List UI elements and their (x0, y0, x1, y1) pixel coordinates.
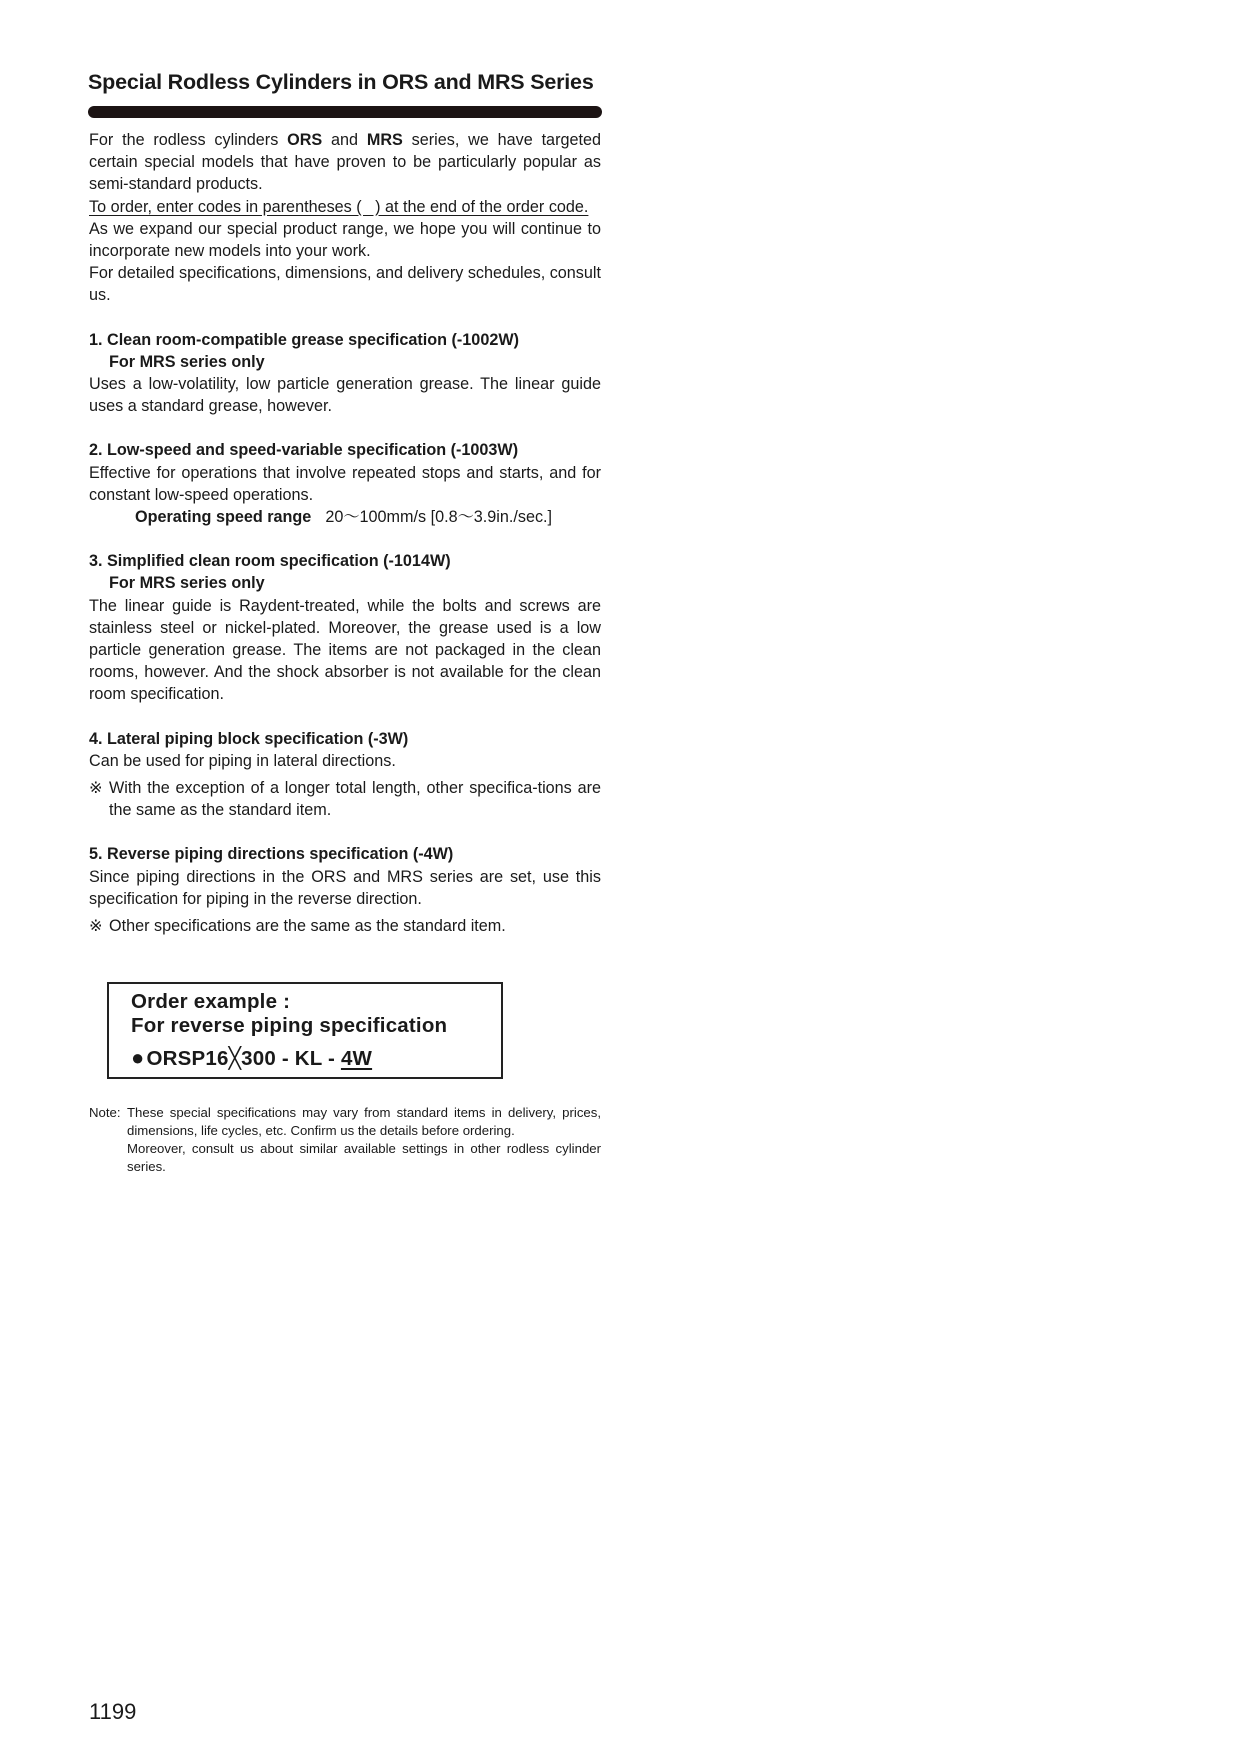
spec-2-body: Effective for operations that involve repeated stops and starts, and for constant low-speed operations. (89, 463, 601, 504)
spec-1-subtitle: For MRS series only (109, 352, 265, 371)
spec-5-note (89, 915, 601, 937)
intro-text: For the rodless cylinders (89, 131, 288, 149)
reference-mark-icon: ※ (89, 779, 103, 798)
spec-1-title: 1. Clean room-compatible grease specification (-1002W) (89, 330, 519, 349)
footnote-text-1: These special specifications may vary from standard items in delivery, prices, dimensions, life cycles, etc. Confirm us the details before ordering. (127, 1105, 601, 1138)
spec-2-title: 2. Low-speed and speed-variable specification (-1003W) (89, 441, 519, 460)
order-instruction: To order, enter codes in parentheses ( ) at the end of the order code. (89, 197, 589, 216)
spec-3-body: The linear guide is Raydent-treated, while the bolts and screws are stainless steel or nickel-plated. Moreover, the grease used is a low particle generation grease. The items are not packaged in the clean rooms, however. And the shock absorber is not available for the clean room specification. (89, 596, 601, 704)
speed-range-label: Operating speed range (135, 508, 312, 527)
spec-4-note (89, 777, 601, 821)
bullet-icon: ● (131, 1045, 145, 1070)
spec-5-note-text: Other specifications are the same as the standard item. (109, 917, 506, 936)
order-code-main: ORSP16╳300 - KL - (146, 1047, 341, 1070)
spec-1-body: Uses a low-volatility, low particle generation grease. The linear guide uses a standard grease, however. (89, 375, 601, 416)
intro-text: and (322, 131, 367, 149)
order-code-suffix: 4W (340, 1047, 373, 1070)
intro-paragraph (89, 129, 601, 196)
order-example-title: Order example : (131, 990, 291, 1013)
page-title: Special Rodless Cylinders in ORS and MRS Series (88, 70, 594, 94)
page-number: 1199 (89, 1699, 137, 1724)
spec-4-note-text: With the exception of a longer total length, other specifica-tions are the same as the standard item. (109, 779, 601, 820)
spec-5-title: 5. Reverse piping directions specification (-4W) (89, 845, 454, 864)
spec-3-title: 3. Simplified clean room specification (-1014W) (89, 552, 451, 571)
title-divider-bar (88, 106, 602, 118)
order-example-subtitle: For reverse piping specification (131, 1014, 448, 1037)
footnote (89, 1104, 601, 1176)
spec-5-body: Since piping directions in the ORS and MRS series are set, use this specification for piping in the reverse direction. (89, 867, 601, 908)
order-example-box (107, 982, 503, 1079)
footnote-text-2: Moreover, consult us about similar available settings in other rodless cylinder series. (127, 1141, 601, 1174)
intro-paragraph-4: For detailed specifications, dimensions, and delivery schedules, consult us. (89, 264, 601, 305)
footnote-label: Note: (89, 1105, 121, 1120)
speed-range-value: 20～100mm/s [0.8～3.9in./sec.] (325, 508, 553, 527)
intro-paragraph-3: As we expand our special product range, we hope you will continue to incorporate new models into your work. (89, 219, 601, 261)
series-ors: ORS (287, 131, 323, 149)
spec-4-title: 4. Lateral piping block specification (-3W) (89, 729, 409, 748)
main-content (89, 129, 601, 937)
speed-range-row (89, 506, 601, 528)
order-example-code (131, 1045, 372, 1071)
spec-4-body: Can be used for piping in lateral directions. (89, 751, 396, 770)
series-mrs: MRS (366, 131, 403, 149)
spec-3-subtitle: For MRS series only (109, 574, 265, 593)
intro-text: series, we have targeted certain special models that have proven to be particularly popular as semi-standard products. (89, 131, 601, 194)
reference-mark-icon: ※ (89, 917, 103, 936)
